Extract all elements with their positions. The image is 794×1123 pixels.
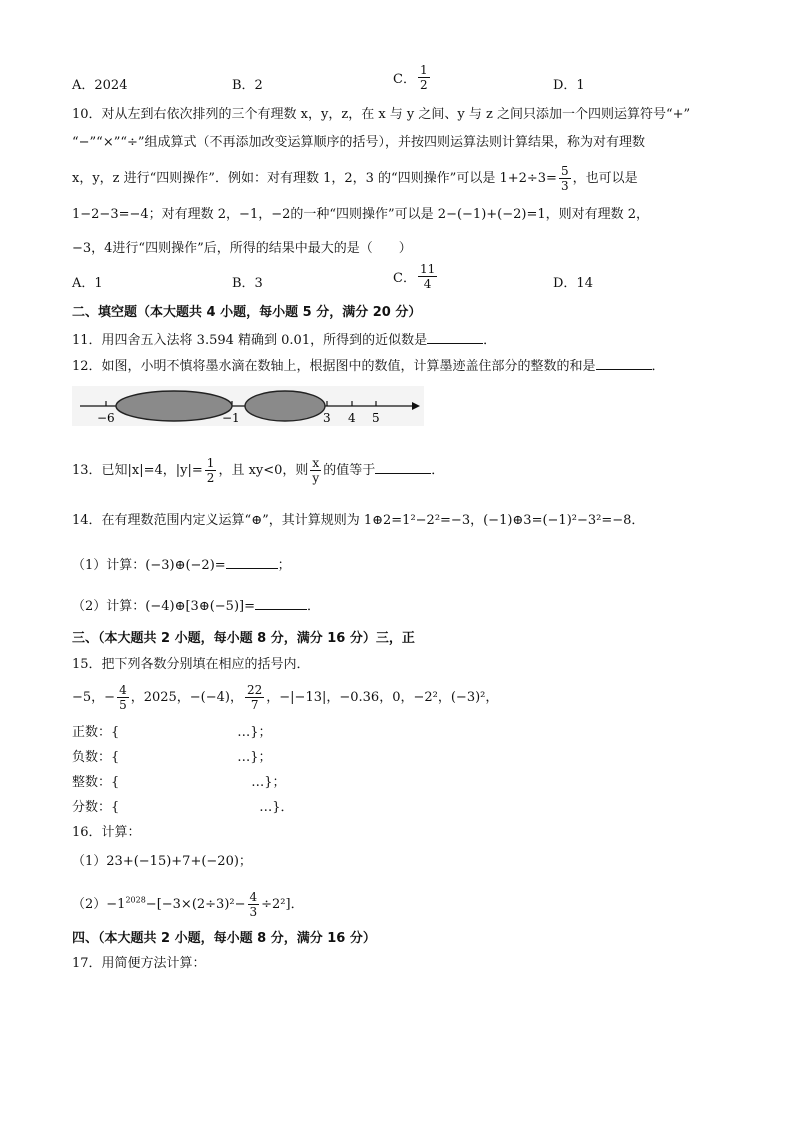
fraction-numerator: 22 bbox=[247, 683, 263, 697]
q10-line-5: −3，4进行“四则操作”后，所得的结果中最大的是（ ） bbox=[72, 241, 412, 256]
fraction-numerator: 5 bbox=[560, 164, 569, 178]
q9-option-c-label: C． bbox=[393, 72, 416, 87]
fraction-denominator: 5 bbox=[119, 698, 127, 712]
q16-2-end: ÷2²]． bbox=[261, 897, 304, 912]
q10-option-c-label: C． bbox=[393, 271, 416, 286]
ink-blot-left bbox=[116, 391, 232, 421]
q14-1-text: （1）计算：(−3)⊕(−2)= bbox=[72, 558, 226, 573]
tick-label-4: 4 bbox=[348, 411, 356, 425]
q16-2-fraction bbox=[248, 890, 260, 919]
q10-option-b: B．3 bbox=[232, 276, 263, 291]
fraction-label: 分数：{ bbox=[72, 800, 120, 815]
q16-part-2 bbox=[72, 890, 304, 919]
section-3-heading: 三、（本大题共 2 小题，每小题 8 分，满分 16 分）三，正 bbox=[72, 631, 415, 646]
q14-2-text: （2）计算：(−4)⊕[3⊕(−5)]= bbox=[72, 599, 255, 614]
tick-label-neg6: −6 bbox=[97, 411, 115, 425]
q10-line-3 bbox=[72, 164, 638, 193]
answer-blank[interactable] bbox=[255, 596, 307, 610]
q15-fraction-22-7 bbox=[245, 683, 264, 712]
q16: 16．计算： bbox=[72, 825, 141, 840]
tick-label-3: 3 bbox=[323, 411, 331, 425]
q15-fraction-4-5 bbox=[117, 683, 129, 712]
q10-example-fraction bbox=[559, 164, 571, 193]
q14-1-end: ； bbox=[277, 558, 291, 573]
q17: 17．用简便方法计算： bbox=[72, 956, 206, 971]
fraction-end: …}． bbox=[259, 800, 294, 815]
answer-blank[interactable] bbox=[375, 460, 431, 474]
q10-option-c bbox=[393, 262, 439, 291]
tick-label-neg1: −1 bbox=[222, 411, 240, 425]
q9-option-a: A．2024 bbox=[72, 78, 128, 93]
fraction-denominator: 3 bbox=[560, 179, 569, 193]
section-2-heading: 二、填空题（本大题共 4 小题，每小题 5 分，满分 20 分） bbox=[72, 305, 422, 320]
q15: 15．把下列各数分别填在相应的括号内． bbox=[72, 657, 310, 672]
q14-part-2 bbox=[72, 596, 320, 616]
q13-text: 13．已知|x|=4，|y|= bbox=[72, 463, 203, 478]
q12-end: ． bbox=[651, 359, 665, 374]
q9-option-c bbox=[393, 63, 432, 92]
q13-y-fraction bbox=[205, 456, 217, 485]
fraction-numerator: x bbox=[312, 456, 320, 470]
q13-xy-fraction bbox=[310, 456, 321, 485]
q10-line-3-text: x，y，z 进行“四则操作”．例如：对有理数 1，2，3 的“四则操作”可以是 1+2÷3= bbox=[72, 171, 557, 186]
q16-2-start: （2）−1 bbox=[72, 897, 126, 912]
q16-2-middle: −[−3×(2÷3)²− bbox=[145, 897, 246, 912]
q13-condition: ，且 xy<0，则 bbox=[218, 463, 309, 478]
fraction-denominator: 4 bbox=[423, 277, 432, 291]
q15-numbers bbox=[72, 683, 498, 712]
positive-label: 正数：{ bbox=[72, 725, 120, 740]
q14-2-end: ． bbox=[306, 599, 320, 614]
negative-label: 负数：{ bbox=[72, 750, 120, 765]
q11 bbox=[72, 330, 496, 350]
q15-numbers-start: −5，− bbox=[72, 690, 116, 705]
negative-set bbox=[72, 749, 272, 767]
q9-option-c-fraction bbox=[418, 63, 430, 92]
q9-option-b: B．2 bbox=[232, 78, 263, 93]
q10-option-c-fraction bbox=[418, 262, 437, 291]
q13 bbox=[72, 456, 444, 485]
number-line-figure bbox=[72, 386, 424, 426]
fraction-numerator: 11 bbox=[419, 262, 436, 276]
q9-option-d: D．1 bbox=[553, 78, 585, 93]
tick-label-5: 5 bbox=[372, 411, 380, 425]
section-4-heading: 四、（本大题共 2 小题，每小题 8 分，满分 16 分） bbox=[72, 931, 376, 946]
fraction-numerator: 4 bbox=[249, 890, 258, 904]
positive-set bbox=[72, 724, 272, 742]
fraction-numerator: 1 bbox=[419, 63, 428, 77]
q10-line-1: 10．对从左到右依次排列的三个有理数 x，y，z，在 x 与 y 之间、y 与 z 之间只添加一个四则运算符号“+” bbox=[72, 107, 691, 122]
fraction-denominator: 7 bbox=[250, 698, 259, 712]
answer-blank[interactable] bbox=[596, 356, 652, 370]
q10-option-d: D．14 bbox=[553, 276, 593, 291]
fraction-denominator: 2 bbox=[419, 78, 428, 92]
q13-value-text: 的值等于 bbox=[323, 463, 376, 478]
answer-blank[interactable] bbox=[427, 330, 483, 344]
q14: 14．在有理数范围内定义运算“⊕”，其计算规则为 1⊕2=1²−2²=−3，(−1)⊕3=(−1)²−3²=−8． bbox=[72, 513, 645, 528]
fraction-denominator: y bbox=[312, 471, 320, 485]
q11-text: 11．用四舍五入法将 3.594 精确到 0.01，所得到的近似数是 bbox=[72, 333, 428, 348]
q15-numbers-end: ，−|−13|，−0.36，0，−2²，(−3)²， bbox=[266, 690, 499, 705]
fraction-denominator: 3 bbox=[249, 905, 258, 919]
q10-line-2: “−”“×”“÷”组成算式（不再添加改变运算顺序的括号），并按四则运算法则计算结果，称为对有理数 bbox=[72, 135, 646, 150]
q15-numbers-middle: ，2025，−(−4)， bbox=[130, 690, 243, 705]
q16-part-1: （1）23+(−15)+7+(−20)； bbox=[72, 854, 252, 869]
q10-line-4: 1−2−3=−4；对有理数 2，−1，−2的一种“四则操作”可以是 2−(−1)+(−2)=1，则对有理数 2， bbox=[72, 207, 650, 222]
integer-end: …}； bbox=[251, 775, 286, 790]
q12 bbox=[72, 356, 665, 376]
fraction-set bbox=[72, 799, 294, 817]
negative-end: …}； bbox=[237, 750, 272, 765]
q10-line-3-tail: ，也可以是 bbox=[572, 171, 638, 186]
q10-option-a: A．1 bbox=[72, 276, 103, 291]
q12-text: 12．如图，小明不慎将墨水滴在数轴上，根据图中的数值，计算墨迹盖住部分的整数的和是 bbox=[72, 359, 596, 374]
fraction-denominator: 2 bbox=[206, 471, 215, 485]
q13-end: ． bbox=[431, 463, 445, 478]
answer-blank[interactable] bbox=[226, 555, 278, 569]
q16-2-exponent: 2028 bbox=[125, 895, 146, 905]
integer-label: 整数：{ bbox=[72, 775, 120, 790]
fraction-numerator: 1 bbox=[206, 456, 215, 470]
q11-end: ． bbox=[483, 333, 497, 348]
ink-blot-right bbox=[245, 391, 325, 421]
positive-end: …}； bbox=[237, 725, 272, 740]
integer-set bbox=[72, 774, 286, 792]
fraction-numerator: 4 bbox=[119, 683, 127, 697]
q14-part-1 bbox=[72, 555, 291, 575]
